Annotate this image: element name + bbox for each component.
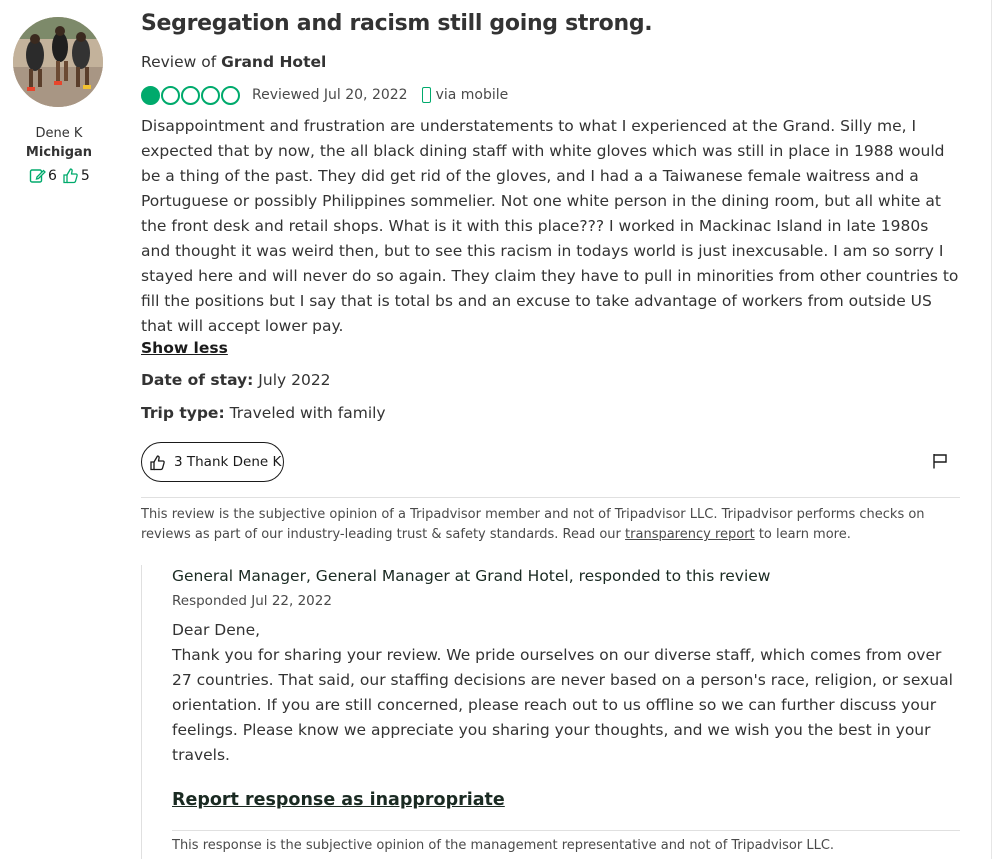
contributions-count: 6 (48, 167, 57, 184)
thank-reviewer-button[interactable] (141, 442, 284, 482)
trip-type (141, 404, 386, 422)
trip-type-value: Traveled with family (229, 404, 386, 422)
flag-icon[interactable] (931, 452, 949, 470)
management-response (141, 565, 961, 859)
trip-type-label: Trip type: (141, 404, 225, 422)
report-response-link[interactable]: Report response as inappropriate (172, 790, 505, 810)
response-body: Thank you for sharing your review. We pride ourselves on our diverse staff, which comes from over 27 countries. That said, our staffing decisions are never based on a person's race, religion, or sexual orientation. If you are still concerned, please reach out to us offline so we can further discuss your feelings. Please know we appreciate you sharing your thoughts, and we wish you the best in your travels. (172, 646, 953, 764)
responder-line: General Manager, General Manager at Grand Hotel, responded to this review (172, 567, 771, 585)
review-of (141, 53, 326, 71)
avatar[interactable] (13, 17, 103, 107)
thumbs-up-icon (149, 454, 166, 471)
rating-bubble-empty (221, 86, 240, 105)
reviewer-stats (29, 167, 90, 184)
review-title[interactable]: Segregation and racism still going strong. (141, 11, 653, 36)
disclaimer-text: This review is the subjective opinion of a Tripadvisor member and not of Tripadvisor LLC. Tripadvisor performs checks on reviews as part of our industry-leading trust & safety standards. Read our (141, 507, 925, 542)
disclaimer-end: to learn more. (758, 527, 851, 542)
pencil-icon (29, 167, 46, 184)
rating-bubble-filled (141, 86, 160, 105)
date-of-stay-label: Date of stay: (141, 371, 254, 389)
rating-bubble-empty (161, 86, 180, 105)
show-less-link[interactable]: Show less (141, 339, 228, 357)
hotel-name-link[interactable]: Grand Hotel (221, 53, 327, 71)
reviewer-location: Michigan (25, 145, 93, 160)
mobile-phone-icon (422, 87, 431, 103)
reviewed-date: Reviewed Jul 20, 2022 (252, 87, 408, 103)
rating-row (141, 84, 508, 106)
response-greeting: Dear Dene, (172, 621, 261, 639)
bubble-rating (141, 86, 240, 105)
transparency-report-link[interactable]: transparency report (625, 527, 755, 542)
via-mobile-label: via mobile (435, 87, 509, 103)
date-of-stay-value: July 2022 (258, 371, 331, 389)
response-rule (141, 565, 142, 859)
page-edge-rule (991, 0, 992, 859)
reviewer-name[interactable]: Dene K (35, 126, 83, 141)
date-of-stay (141, 371, 331, 389)
rating-bubble-empty (181, 86, 200, 105)
review-of-prefix: Review of (141, 53, 217, 71)
rating-bubble-empty (201, 86, 220, 105)
review-disclaimer (141, 505, 963, 545)
response-disclaimer: This response is the subjective opinion of the management representative and not of Tripadvisor LLC. (172, 838, 835, 853)
helpful-votes-count: 5 (80, 167, 90, 184)
response-divider (172, 830, 960, 831)
thank-button-label: 3 Thank Dene K (174, 454, 282, 470)
responded-date: Responded Jul 22, 2022 (172, 593, 332, 609)
review-body: Disappointment and frustration are understatements to what I experienced at the Grand. Silly me, I expected that by now, the all black dining staff with white gloves which was still in place in 1988 would be a thing of the past. They did get rid of the gloves, and I had a a Taiwanese female waitress and a Portuguese or possibly Philippines sommelier. Not one white person in the dining room, but all white at the front desk and retail shops. What is it with this place??? I worked in Mackinac Island in late 1980s and thought it was weird then, but to see this racism in todays world is just inexcusable. I am so sorry I stayed here and will never do so again. They claim they have to pull in minorities from other countries to fill the positions but I say that is total bs and an excuse to take advantage of workers from outside US that will accept lower pay. (141, 117, 959, 335)
thumbs-up-icon (62, 167, 79, 184)
section-divider (141, 497, 960, 498)
